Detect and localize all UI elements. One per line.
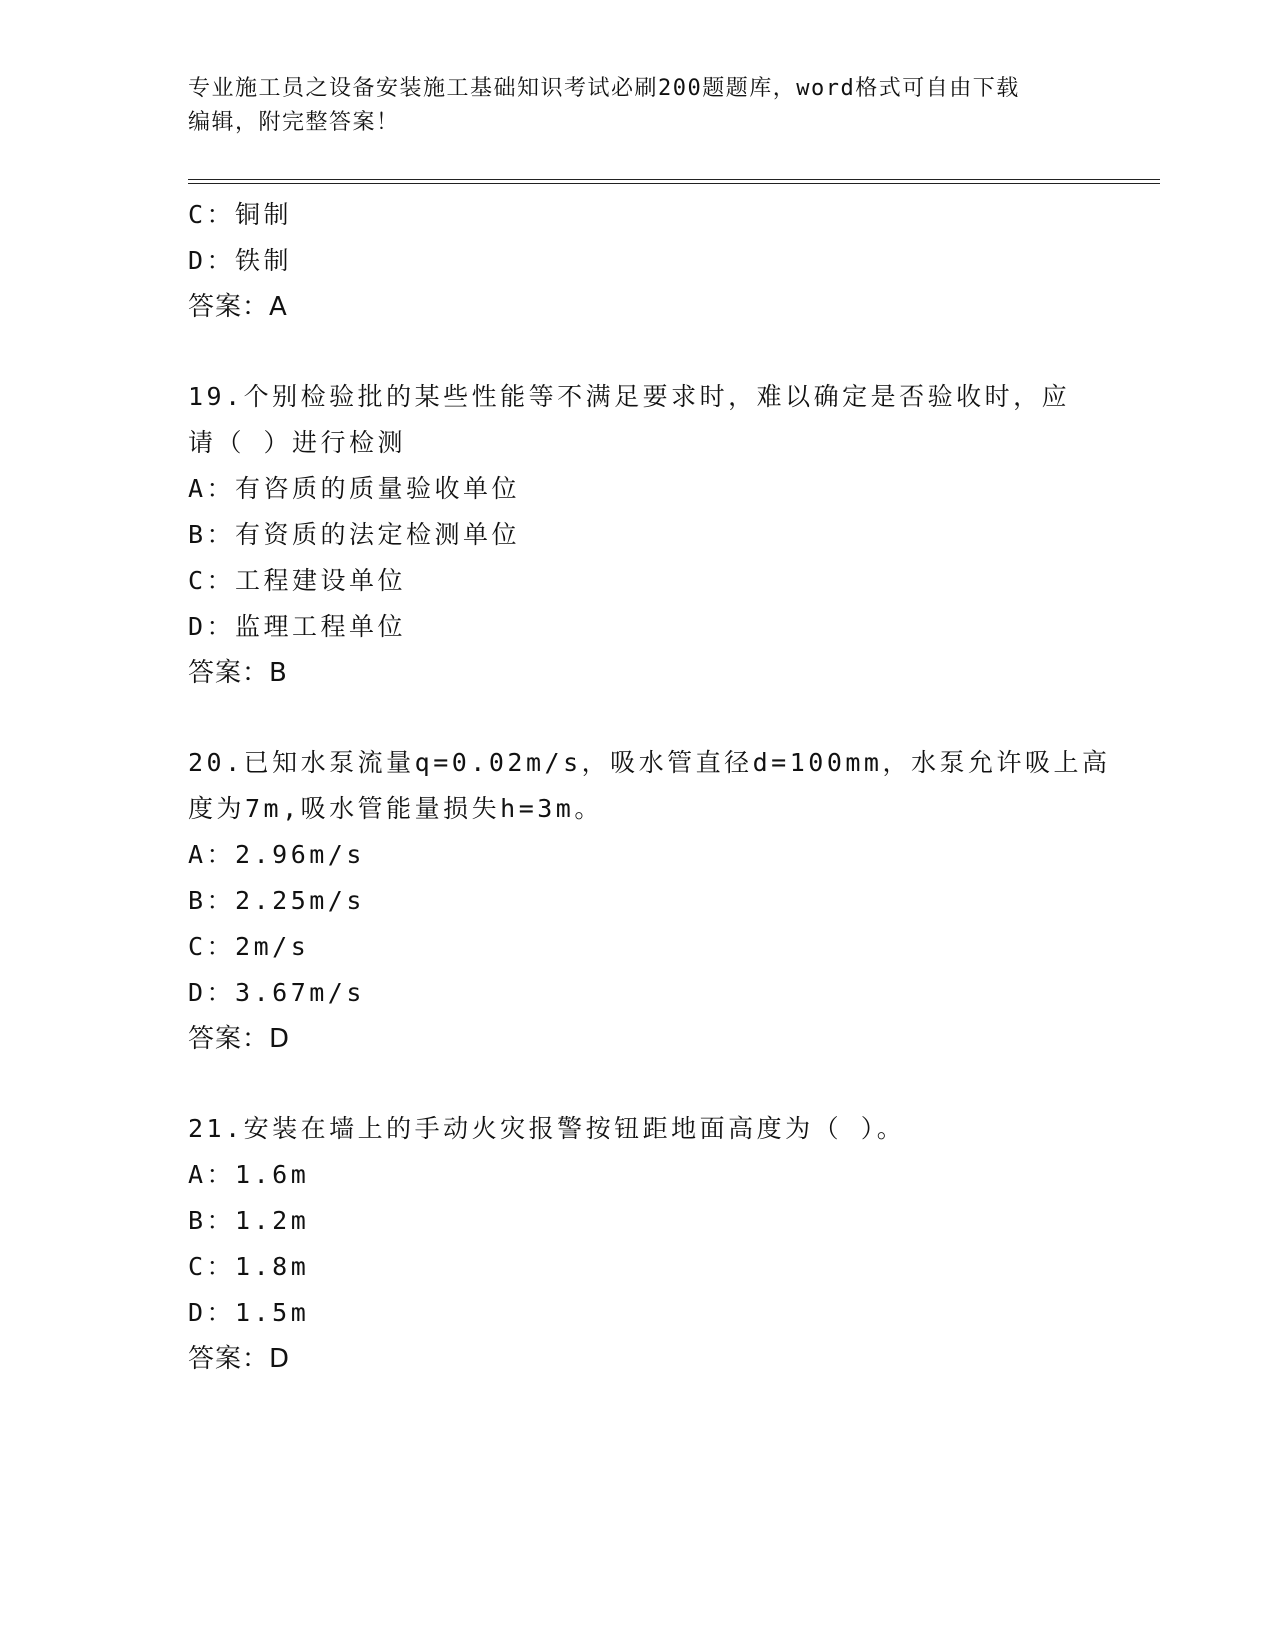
option-c: C：2m/s — [188, 932, 310, 961]
option-d: D：1.5m — [188, 1298, 310, 1327]
option-b: B：2.25m/s — [188, 886, 365, 915]
option-b: B：有资质的法定检测单位 — [188, 520, 521, 549]
question-block-18 — [188, 192, 1108, 330]
header-title-line-2: 编辑，附完整答案！ — [188, 110, 400, 135]
option-a: A：1.6m — [188, 1160, 310, 1189]
question-list — [188, 192, 1111, 1382]
document-header — [188, 72, 1078, 140]
option-c: C：工程建设单位 — [188, 566, 407, 595]
option-d: D：监理工程单位 — [188, 612, 407, 641]
header-divider-top — [188, 179, 1160, 180]
question-block-21 — [188, 1106, 1108, 1382]
question-block-19 — [188, 374, 1108, 696]
option-d: D：3.67m/s — [188, 978, 365, 1007]
spacer — [188, 1062, 1108, 1106]
header-divider-bottom — [188, 183, 1160, 184]
question-text-line-2: 请（ ）进行检测 — [188, 428, 407, 457]
question-text-line-1: 19.个别检验批的某些性能等不满足要求时，难以确定是否验收时，应 — [188, 382, 1071, 411]
spacer — [188, 696, 1108, 740]
option-c: C：铜制 — [188, 200, 293, 229]
option-d: D：铁制 — [188, 246, 293, 275]
answer-label: 答案：B — [188, 658, 288, 688]
question-text-line-1: 21.安装在墙上的手动火灾报警按钮距地面高度为（ ）。 — [188, 1114, 906, 1143]
answer-label: 答案：A — [188, 292, 288, 322]
header-title-line-1: 专业施工员之设备安装施工基础知识考试必刷200题题库，word格式可自由下载 — [188, 76, 1020, 101]
option-c: C：1.8m — [188, 1252, 310, 1281]
answer-label: 答案：D — [188, 1024, 291, 1054]
question-text-line-1: 20.已知水泵流量q=0.02m/s，吸水管直径d=100mm，水泵允许吸上高 — [188, 748, 1111, 777]
spacer — [188, 330, 1108, 374]
answer-label: 答案：D — [188, 1344, 291, 1374]
question-text-line-2: 度为7m,吸水管能量损失h=3m。 — [188, 794, 603, 823]
question-block-20 — [188, 740, 1111, 1062]
option-a: A：有咨质的质量验收单位 — [188, 474, 521, 503]
option-a: A：2.96m/s — [188, 840, 365, 869]
option-b: B：1.2m — [188, 1206, 310, 1235]
